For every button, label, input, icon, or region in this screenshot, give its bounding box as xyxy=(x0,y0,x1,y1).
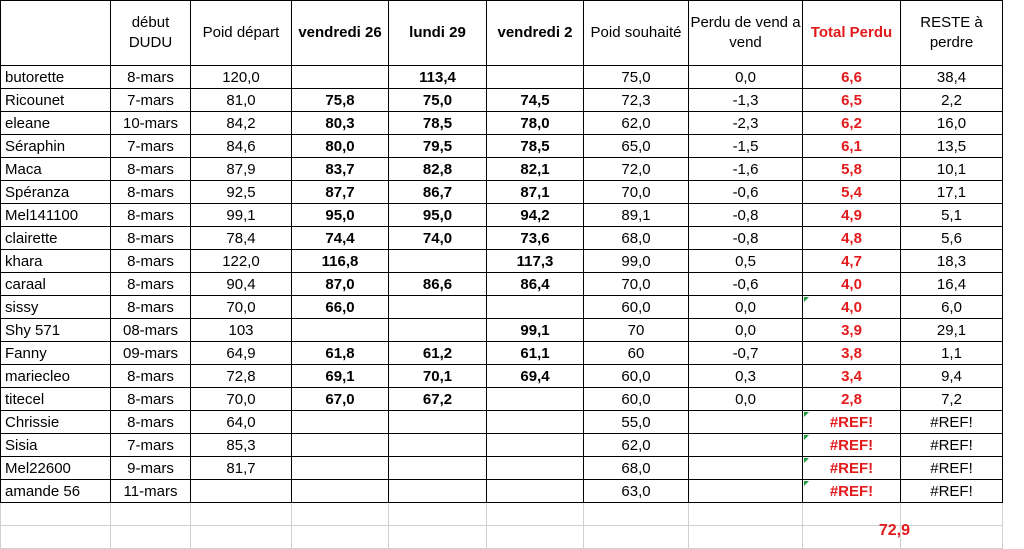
cell-total-perdu[interactable] xyxy=(803,411,901,434)
cell-perdu-vend[interactable]: -0,6 xyxy=(689,181,803,204)
cell-vendredi-26[interactable] xyxy=(292,319,389,342)
cell-debut[interactable]: 8-mars xyxy=(111,158,191,181)
table-row xyxy=(1,181,1003,204)
cell-lundi-29[interactable] xyxy=(389,319,487,342)
table-row xyxy=(1,250,1003,273)
empty-cell[interactable] xyxy=(689,503,803,526)
cell-poid-souhaite[interactable]: 60,0 xyxy=(584,296,689,319)
empty-cell[interactable] xyxy=(1,526,111,549)
cell-name[interactable]: sissy xyxy=(1,296,111,319)
cell-reste[interactable]: #REF! xyxy=(901,480,1003,503)
cell-perdu-vend[interactable]: 0,0 xyxy=(689,296,803,319)
empty-cell[interactable] xyxy=(389,526,487,549)
cell-poid-souhaite[interactable]: 55,0 xyxy=(584,411,689,434)
cell-name[interactable]: Sisia xyxy=(1,434,111,457)
cell-reste[interactable]: #REF! xyxy=(901,411,1003,434)
cell-vendredi-26[interactable]: 80,0 xyxy=(292,135,389,158)
cell-total-perdu[interactable]: 3,9 xyxy=(803,319,901,342)
cell-debut[interactable]: 8-mars xyxy=(111,181,191,204)
cell-name[interactable]: Mel141100 xyxy=(1,204,111,227)
cell-perdu-vend[interactable]: -1,6 xyxy=(689,158,803,181)
empty-cell[interactable] xyxy=(111,503,191,526)
empty-cell[interactable] xyxy=(584,503,689,526)
table-row xyxy=(1,158,1003,181)
cell-poid-souhaite[interactable]: 72,3 xyxy=(584,89,689,112)
cell-poid-souhaite[interactable]: 62,0 xyxy=(584,112,689,135)
cell-poid-depart[interactable]: 70,0 xyxy=(191,388,292,411)
cell-reste[interactable]: 1,1 xyxy=(901,342,1003,365)
cell-perdu-vend[interactable]: -0,8 xyxy=(689,204,803,227)
cell-perdu-vend[interactable] xyxy=(689,457,803,480)
cell-lundi-29[interactable]: 82,8 xyxy=(389,158,487,181)
cell-poid-depart[interactable]: 81,7 xyxy=(191,457,292,480)
cell-poid-souhaite[interactable]: 68,0 xyxy=(584,457,689,480)
cell-total-perdu[interactable]: 5,8 xyxy=(803,158,901,181)
cell-debut[interactable]: 7-mars xyxy=(111,135,191,158)
table-row xyxy=(1,204,1003,227)
cell-perdu-vend[interactable] xyxy=(689,411,803,434)
cell-vendredi-2[interactable]: 87,1 xyxy=(487,181,584,204)
cell-total-perdu[interactable]: 4,9 xyxy=(803,204,901,227)
cell-name[interactable]: Séraphin xyxy=(1,135,111,158)
cell-lundi-29[interactable]: 95,0 xyxy=(389,204,487,227)
cell-lundi-29[interactable]: 70,1 xyxy=(389,365,487,388)
cell-name[interactable]: Shy 571 xyxy=(1,319,111,342)
header-debut[interactable]: début DUDU xyxy=(111,1,191,66)
cell-vendredi-26[interactable]: 67,0 xyxy=(292,388,389,411)
table-row xyxy=(1,135,1003,158)
cell-vendredi-2[interactable]: 82,1 xyxy=(487,158,584,181)
cell-perdu-vend[interactable] xyxy=(689,480,803,503)
table-row xyxy=(1,411,1003,434)
cell-reste[interactable]: 38,4 xyxy=(901,66,1003,89)
cell-poid-depart[interactable]: 99,1 xyxy=(191,204,292,227)
cell-vendredi-26[interactable]: 75,8 xyxy=(292,89,389,112)
cell-reste[interactable]: 5,6 xyxy=(901,227,1003,250)
cell-perdu-vend[interactable]: -0,7 xyxy=(689,342,803,365)
cell-poid-souhaite[interactable]: 72,0 xyxy=(584,158,689,181)
cell-lundi-29[interactable] xyxy=(389,411,487,434)
cell-name[interactable]: mariecleo xyxy=(1,365,111,388)
cell-debut[interactable]: 8-mars xyxy=(111,227,191,250)
cell-name[interactable]: titecel xyxy=(1,388,111,411)
cell-debut[interactable]: 08-mars xyxy=(111,319,191,342)
cell-name[interactable]: Chrissie xyxy=(1,411,111,434)
cell-debut[interactable]: 8-mars xyxy=(111,250,191,273)
cell-vendredi-26[interactable]: 61,8 xyxy=(292,342,389,365)
cell-vendredi-2[interactable]: 73,6 xyxy=(487,227,584,250)
cell-poid-depart[interactable]: 72,8 xyxy=(191,365,292,388)
cell-total-perdu[interactable]: 6,5 xyxy=(803,89,901,112)
cell-total-text: #REF! xyxy=(829,482,874,500)
cell-reste[interactable]: 10,1 xyxy=(901,158,1003,181)
cell-lundi-29[interactable]: 61,2 xyxy=(389,342,487,365)
cell-vendredi-26[interactable]: 80,3 xyxy=(292,112,389,135)
table-row xyxy=(1,112,1003,135)
cell-vendredi-2[interactable]: 61,1 xyxy=(487,342,584,365)
cell-vendredi-26[interactable]: 69,1 xyxy=(292,365,389,388)
cell-reste[interactable]: 9,4 xyxy=(901,365,1003,388)
cell-vendredi-2[interactable]: 78,0 xyxy=(487,112,584,135)
error-indicator-icon xyxy=(804,458,809,463)
cell-total-perdu[interactable] xyxy=(803,457,901,480)
cell-debut[interactable]: 8-mars xyxy=(111,411,191,434)
cell-lundi-29[interactable] xyxy=(389,296,487,319)
cell-total-perdu[interactable]: 2,8 xyxy=(803,388,901,411)
cell-poid-souhaite[interactable]: 68,0 xyxy=(584,227,689,250)
cell-vendredi-2[interactable]: 78,5 xyxy=(487,135,584,158)
cell-name[interactable]: butorette xyxy=(1,66,111,89)
cell-perdu-vend[interactable]: 0,0 xyxy=(689,66,803,89)
table-row xyxy=(1,66,1003,89)
cell-lundi-29[interactable] xyxy=(389,434,487,457)
cell-debut[interactable]: 8-mars xyxy=(111,273,191,296)
cell-debut[interactable]: 8-mars xyxy=(111,66,191,89)
cell-name[interactable]: Fanny xyxy=(1,342,111,365)
cell-perdu-vend[interactable]: -2,3 xyxy=(689,112,803,135)
cell-poid-depart[interactable]: 81,0 xyxy=(191,89,292,112)
cell-lundi-29[interactable] xyxy=(389,250,487,273)
header-lundi-29[interactable]: lundi 29 xyxy=(389,1,487,66)
cell-debut[interactable]: 8-mars xyxy=(111,388,191,411)
empty-cell[interactable] xyxy=(901,526,1003,549)
cell-reste[interactable]: 6,0 xyxy=(901,296,1003,319)
cell-poid-depart[interactable]: 90,4 xyxy=(191,273,292,296)
cell-vendredi-26[interactable]: 66,0 xyxy=(292,296,389,319)
cell-lundi-29[interactable] xyxy=(389,457,487,480)
cell-lundi-29[interactable]: 78,5 xyxy=(389,112,487,135)
cell-vendredi-2[interactable]: 69,4 xyxy=(487,365,584,388)
cell-lundi-29[interactable]: 86,7 xyxy=(389,181,487,204)
cell-reste[interactable]: #REF! xyxy=(901,457,1003,480)
cell-poid-depart[interactable]: 92,5 xyxy=(191,181,292,204)
cell-debut[interactable]: 8-mars xyxy=(111,204,191,227)
cell-vendredi-26[interactable]: 74,4 xyxy=(292,227,389,250)
cell-poid-souhaite[interactable]: 60,0 xyxy=(584,365,689,388)
cell-name[interactable]: Maca xyxy=(1,158,111,181)
error-indicator-icon xyxy=(804,435,809,440)
cell-debut[interactable]: 09-mars xyxy=(111,342,191,365)
header-row xyxy=(1,1,1003,66)
table-row xyxy=(1,296,1003,319)
cell-perdu-vend[interactable]: -0,6 xyxy=(689,273,803,296)
cell-name[interactable]: eleane xyxy=(1,112,111,135)
cell-reste[interactable]: 29,1 xyxy=(901,319,1003,342)
cell-total-perdu[interactable]: 4,0 xyxy=(803,273,901,296)
cell-reste[interactable]: #REF! xyxy=(901,434,1003,457)
cell-reste[interactable]: 13,5 xyxy=(901,135,1003,158)
cell-poid-souhaite[interactable]: 70,0 xyxy=(584,181,689,204)
cell-vendredi-2[interactable]: 94,2 xyxy=(487,204,584,227)
table-row xyxy=(1,319,1003,342)
cell-poid-souhaite[interactable]: 63,0 xyxy=(584,480,689,503)
cell-perdu-vend[interactable]: -1,3 xyxy=(689,89,803,112)
cell-lundi-29[interactable]: 86,6 xyxy=(389,273,487,296)
cell-perdu-vend[interactable]: 0,5 xyxy=(689,250,803,273)
cell-lundi-29[interactable]: 79,5 xyxy=(389,135,487,158)
cell-total-perdu[interactable]: 6,2 xyxy=(803,112,901,135)
cell-vendredi-26[interactable]: 87,7 xyxy=(292,181,389,204)
cell-lundi-29[interactable] xyxy=(389,480,487,503)
total-sum-value[interactable]: 72,9 xyxy=(878,522,910,539)
cell-vendredi-2[interactable] xyxy=(487,388,584,411)
cell-name[interactable]: Spéranza xyxy=(1,181,111,204)
cell-poid-souhaite[interactable]: 65,0 xyxy=(584,135,689,158)
cell-reste[interactable]: 16,0 xyxy=(901,112,1003,135)
cell-total-text: #REF! xyxy=(829,436,874,454)
cell-vendredi-26[interactable] xyxy=(292,480,389,503)
cell-total-text: #REF! xyxy=(829,459,874,477)
table-row xyxy=(1,434,1003,457)
empty-cell[interactable] xyxy=(191,526,292,549)
cell-vendredi-2[interactable] xyxy=(487,434,584,457)
empty-cell[interactable] xyxy=(111,526,191,549)
cell-vendredi-2[interactable] xyxy=(487,480,584,503)
empty-cell[interactable] xyxy=(292,503,389,526)
table-row xyxy=(1,388,1003,411)
cell-vendredi-26[interactable] xyxy=(292,411,389,434)
cell-poid-souhaite[interactable]: 60,0 xyxy=(584,388,689,411)
error-indicator-icon xyxy=(804,481,809,486)
cell-total-perdu[interactable] xyxy=(803,434,901,457)
cell-poid-depart[interactable]: 122,0 xyxy=(191,250,292,273)
cell-poid-souhaite[interactable]: 99,0 xyxy=(584,250,689,273)
header-vendredi-26[interactable]: vendredi 26 xyxy=(292,1,389,66)
cell-lundi-29[interactable]: 113,4 xyxy=(389,66,487,89)
cell-total-text: #REF! xyxy=(829,413,874,431)
cell-debut[interactable]: 9-mars xyxy=(111,457,191,480)
cell-poid-souhaite[interactable]: 75,0 xyxy=(584,66,689,89)
cell-debut[interactable]: 10-mars xyxy=(111,112,191,135)
cell-name[interactable]: amande 56 xyxy=(1,480,111,503)
cell-vendredi-26[interactable] xyxy=(292,434,389,457)
empty-cell[interactable] xyxy=(584,526,689,549)
cell-vendredi-2[interactable] xyxy=(487,296,584,319)
table-row xyxy=(1,480,1003,503)
cell-reste[interactable]: 5,1 xyxy=(901,204,1003,227)
cell-vendredi-2[interactable] xyxy=(487,457,584,480)
cell-poid-depart[interactable]: 84,6 xyxy=(191,135,292,158)
error-indicator-icon xyxy=(804,297,809,302)
table-row xyxy=(1,342,1003,365)
cell-poid-depart[interactable]: 87,9 xyxy=(191,158,292,181)
header-poid-depart[interactable]: Poid départ xyxy=(191,1,292,66)
cell-total-perdu[interactable]: 6,1 xyxy=(803,135,901,158)
table-row xyxy=(1,365,1003,388)
table-row xyxy=(1,273,1003,296)
cell-perdu-vend[interactable]: -0,8 xyxy=(689,227,803,250)
cell-total-perdu[interactable]: 3,8 xyxy=(803,342,901,365)
cell-vendredi-26[interactable]: 95,0 xyxy=(292,204,389,227)
table-row xyxy=(1,89,1003,112)
cell-poid-depart[interactable]: 120,0 xyxy=(191,66,292,89)
cell-debut[interactable]: 7-mars xyxy=(111,89,191,112)
empty-cell[interactable] xyxy=(487,526,584,549)
cell-vendredi-2[interactable]: 74,5 xyxy=(487,89,584,112)
empty-cell[interactable] xyxy=(389,503,487,526)
cell-poid-depart[interactable]: 85,3 xyxy=(191,434,292,457)
table-row xyxy=(1,227,1003,250)
header-reste[interactable]: RESTE à perdre xyxy=(901,1,1003,66)
cell-debut[interactable]: 11-mars xyxy=(111,480,191,503)
cell-lundi-29[interactable]: 75,0 xyxy=(389,89,487,112)
cell-reste[interactable]: 18,3 xyxy=(901,250,1003,273)
cell-poid-souhaite[interactable]: 60 xyxy=(584,342,689,365)
cell-debut[interactable]: 8-mars xyxy=(111,365,191,388)
cell-total-text: 4,0 xyxy=(841,298,862,316)
cell-vendredi-26[interactable] xyxy=(292,457,389,480)
cell-poid-depart[interactable]: 103 xyxy=(191,319,292,342)
cell-perdu-vend[interactable]: -1,5 xyxy=(689,135,803,158)
cell-poid-depart[interactable]: 84,2 xyxy=(191,112,292,135)
cell-perdu-vend[interactable]: 0,3 xyxy=(689,365,803,388)
cell-vendredi-26[interactable]: 87,0 xyxy=(292,273,389,296)
cell-poid-depart[interactable] xyxy=(191,480,292,503)
cell-reste[interactable]: 2,2 xyxy=(901,89,1003,112)
cell-debut[interactable]: 7-mars xyxy=(111,434,191,457)
cell-poid-souhaite[interactable]: 70 xyxy=(584,319,689,342)
cell-total-perdu[interactable]: 6,6 xyxy=(803,66,901,89)
table-row xyxy=(1,457,1003,480)
cell-name[interactable]: khara xyxy=(1,250,111,273)
cell-name[interactable]: clairette xyxy=(1,227,111,250)
cell-vendredi-2[interactable]: 86,4 xyxy=(487,273,584,296)
error-indicator-icon xyxy=(804,412,809,417)
empty-cell[interactable] xyxy=(1,503,111,526)
cell-total-perdu[interactable]: 4,7 xyxy=(803,250,901,273)
header-total-perdu[interactable]: Total Perdu xyxy=(803,1,901,66)
cell-total-perdu[interactable] xyxy=(803,296,901,319)
cell-total-perdu[interactable]: 4,8 xyxy=(803,227,901,250)
cell-vendredi-2[interactable]: 99,1 xyxy=(487,319,584,342)
cell-total-perdu[interactable] xyxy=(803,480,901,503)
cell-total-perdu[interactable]: 3,4 xyxy=(803,365,901,388)
cell-reste[interactable]: 7,2 xyxy=(901,388,1003,411)
cell-lundi-29[interactable]: 74,0 xyxy=(389,227,487,250)
cell-perdu-vend[interactable]: 0,0 xyxy=(689,388,803,411)
cell-poid-souhaite[interactable]: 62,0 xyxy=(584,434,689,457)
cell-vendredi-26[interactable] xyxy=(292,66,389,89)
empty-cell[interactable] xyxy=(487,503,584,526)
cell-perdu-vend[interactable]: 0,0 xyxy=(689,319,803,342)
cell-poid-depart[interactable]: 70,0 xyxy=(191,296,292,319)
cell-poid-souhaite[interactable]: 89,1 xyxy=(584,204,689,227)
cell-name[interactable]: caraal xyxy=(1,273,111,296)
cell-lundi-29[interactable]: 67,2 xyxy=(389,388,487,411)
cell-perdu-vend[interactable] xyxy=(689,434,803,457)
cell-reste[interactable]: 16,4 xyxy=(901,273,1003,296)
empty-cell[interactable] xyxy=(689,526,803,549)
cell-vendredi-26[interactable]: 83,7 xyxy=(292,158,389,181)
cell-name[interactable]: Ricounet xyxy=(1,89,111,112)
cell-poid-depart[interactable]: 64,9 xyxy=(191,342,292,365)
cell-poid-souhaite[interactable]: 70,0 xyxy=(584,273,689,296)
header-vendredi-2[interactable]: vendredi 2 xyxy=(487,1,584,66)
empty-cell[interactable] xyxy=(191,503,292,526)
cell-poid-depart[interactable]: 64,0 xyxy=(191,411,292,434)
header-perdu-vend[interactable]: Perdu de vend a vend xyxy=(689,1,803,66)
cell-vendredi-26[interactable]: 116,8 xyxy=(292,250,389,273)
cell-name[interactable]: Mel22600 xyxy=(1,457,111,480)
cell-reste[interactable]: 17,1 xyxy=(901,181,1003,204)
cell-total-perdu[interactable]: 5,4 xyxy=(803,181,901,204)
header-name[interactable] xyxy=(1,1,111,66)
cell-poid-depart[interactable]: 78,4 xyxy=(191,227,292,250)
empty-cell[interactable] xyxy=(901,503,1003,526)
empty-cell[interactable] xyxy=(292,526,389,549)
cell-vendredi-2[interactable] xyxy=(487,66,584,89)
cell-debut[interactable]: 8-mars xyxy=(111,296,191,319)
cell-vendredi-2[interactable] xyxy=(487,411,584,434)
cell-vendredi-2[interactable]: 117,3 xyxy=(487,250,584,273)
header-poid-souhaite[interactable]: Poid souhaité xyxy=(584,1,689,66)
